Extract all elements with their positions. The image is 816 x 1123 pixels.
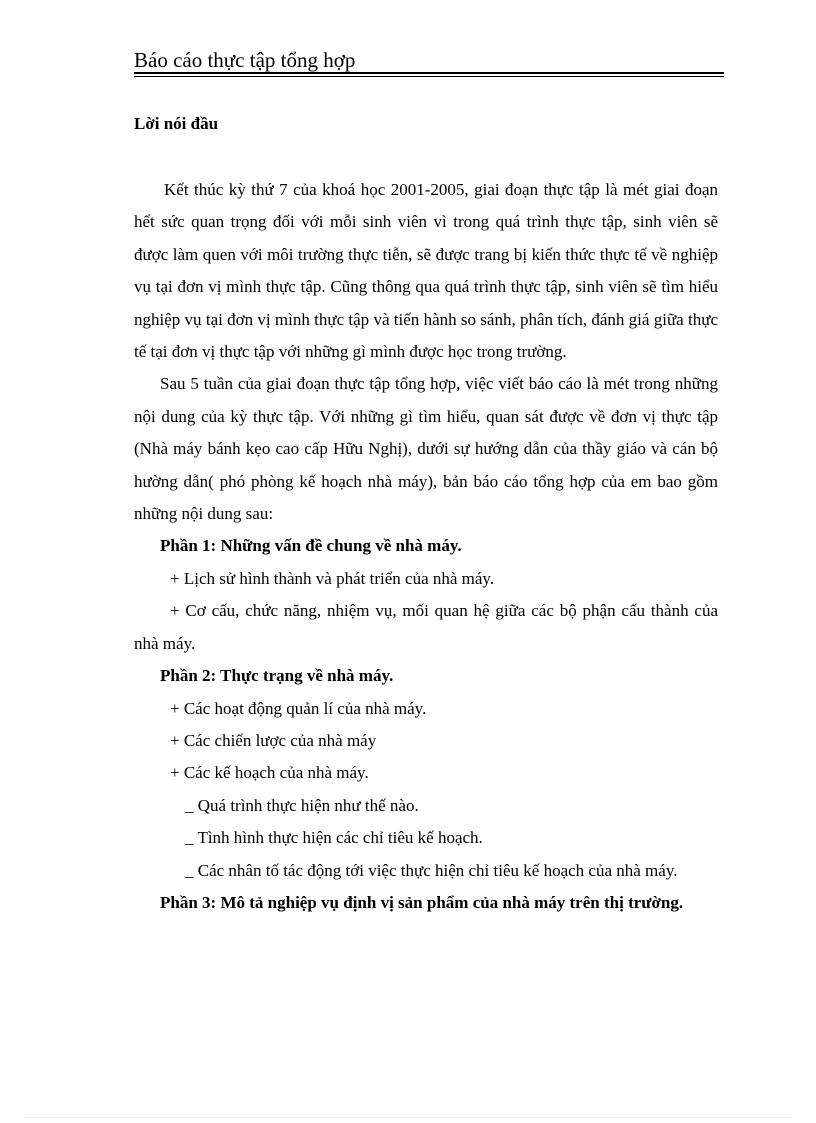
part1-item: + Cơ cấu, chức năng, nhiệm vụ, mối quan hệ giữa các bộ phận cấu thành của nhà máy. bbox=[134, 601, 718, 653]
part2-subitem: _ Tình hình thực hiện các chỉ tiêu kế hoạch. bbox=[185, 828, 483, 848]
document-body bbox=[134, 174, 718, 919]
part2-item: + Các kế hoạch của nhà máy. bbox=[170, 763, 369, 783]
page-header bbox=[134, 48, 724, 77]
part3-title: Phần 3: Mô tả nghiệp vụ định vị sản phẩm của nhà máy trên thị trường. bbox=[160, 892, 684, 912]
page-bottom-border bbox=[24, 1117, 792, 1118]
part2-subitem: _ Quá trình thực hiện như thế nào. bbox=[185, 795, 419, 815]
part2-item: + Các chiến lược của nhà máy bbox=[170, 730, 377, 750]
part1-item: + Lịch sử hình thành và phát triển của nhà máy. bbox=[170, 568, 495, 588]
header-title: Báo cáo thực tập tổng hợp bbox=[134, 48, 356, 72]
paragraph-intro: Kết thúc kỳ thứ 7 của khoá học 2001-2005, giai đoạn thực tập là mét giai đoạn hết sức quan trọng đối với mỗi sinh viên vì trong quá trình thực tập, sinh viên sẽ được làm quen với môi trường thực tiễn, sẽ được trang bị kiến thức thực tế về nghiệp vụ tại đơn vị mình thực tập. Cũng thông qua quá trình thực tập, sinh viên sẽ tìm hiểu nghiệp vụ tại đơn vị mình thực tập và tiến hành so sánh, phân tích, đánh giá giữa thực tế tại đơn vị thực tập với những gì mình được học trong trường. bbox=[134, 180, 718, 362]
part1-title: Phần 1: Những vấn đề chung về nhà máy. bbox=[160, 536, 462, 556]
paragraph-summary: Sau 5 tuần của giai đoạn thực tập tổng hợp, việc viết báo cáo là mét trong những nội dung của kỳ thực tập. Với những gì tìm hiểu, quan sát được về đơn vị thực tập (Nhà máy bánh kẹo cao cấp Hữu Nghị), dưới sự hướng dẫn của thầy giáo và cán bộ hường dẫn( phó phòng kế hoạch nhà máy), bản báo cáo tổng hợp của em bao gồm những nội dung sau: bbox=[134, 374, 718, 524]
header-rule-thin bbox=[134, 76, 724, 77]
section-heading: Lời nói đầu bbox=[134, 114, 219, 133]
part2-item: + Các hoạt động quản lí của nhà máy. bbox=[170, 698, 427, 718]
header-rule-thick bbox=[134, 72, 724, 74]
part2-subitem: _ Các nhân tố tác động tới việc thực hiện chỉ tiêu kế hoạch của nhà máy. bbox=[185, 860, 678, 880]
part2-title: Phần 2: Thực trạng về nhà máy. bbox=[160, 666, 394, 686]
